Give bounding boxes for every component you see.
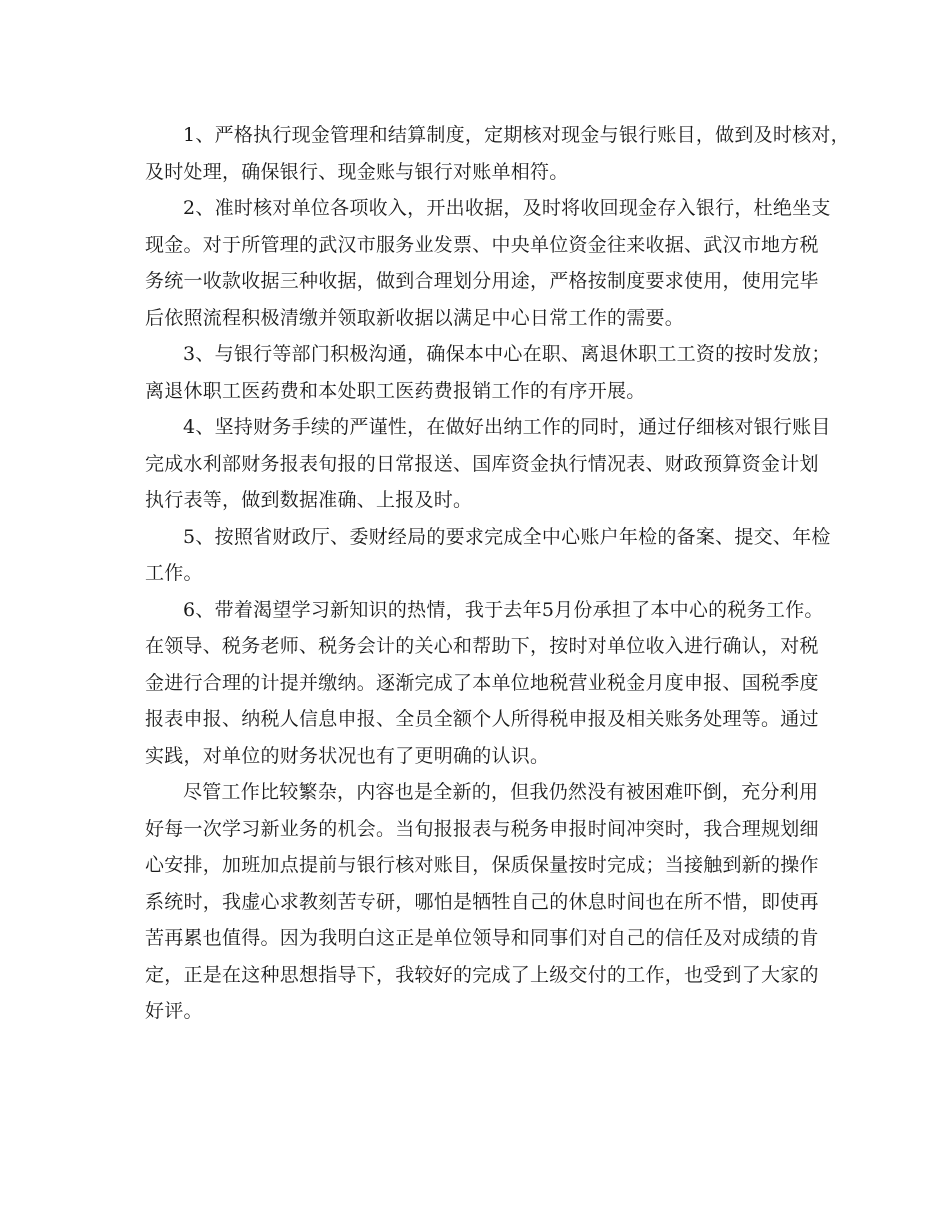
text-line: 实践，对单位的财务状况也有了更明确的认识。 — [145, 744, 550, 767]
text-line: 好评。 — [145, 1000, 203, 1022]
text-line: 尽管工作比较繁杂，内容也是全新的，但我仍然没有被困难吓倒，充分利用 — [183, 781, 819, 803]
text-line: 后依照流程积极清缴并领取新收据以满足中心日常工作的需要。 — [145, 306, 685, 329]
paragraph — [145, 519, 831, 592]
text-line: 2、准时核对单位各项收入，开出收据，及时将收回现金存入银行，杜绝坐支 — [183, 197, 831, 219]
document-body — [145, 117, 850, 1030]
text-line: 完成水利部财务报表旬报的日常报送、国库资金执行情况表、财政预算资金计划 — [145, 452, 819, 475]
text-line: 3、与银行等部门积极沟通，确保本中心在职、离退休职工工资的按时发放； — [183, 343, 831, 365]
paragraph — [145, 190, 831, 336]
text-line: 执行表等，做到数据准确、上报及时。 — [145, 489, 473, 511]
text-line: 报表申报、纳税人信息申报、全员全额个人所得税申报及相关账务处理等。通过 — [145, 708, 819, 730]
paragraph — [145, 336, 831, 409]
text-line: 及时处理，确保银行、现金账与银行对账单相符。 — [145, 160, 569, 183]
text-line: 心安排，加班加点提前与银行核对账目，保质保量按时完成；当接触到新的操作 — [145, 854, 819, 876]
text-line: 现金。对于所管理的武汉市服务业发票、中央单位资金往来收据、武汉市地方税 — [145, 233, 819, 256]
text-line: 系统时，我虚心求教刻苦专研，哪怕是牺牲自己的休息时间也在所不惜，即使再 — [145, 890, 819, 913]
text-line: 4、坚持财务手续的严谨性，在做好出纳工作的同时，通过仔细核对银行账目 — [183, 416, 831, 438]
text-line: 5、按照省财政厅、委财经局的要求完成全中心账户年检的备案、提交、年检 — [183, 525, 831, 548]
text-line: 离退休职工医药费和本处职工医药费报销工作的有序开展。 — [145, 379, 646, 402]
text-line: 在领导、税务老师、税务会计的关心和帮助下，按时对单位收入进行确认，对税 — [145, 635, 819, 657]
text-line: 1、严格执行现金管理和结算制度，定期核对现金与银行账目，做到及时核对， — [183, 124, 850, 146]
text-line: 工作。 — [145, 562, 203, 584]
paragraph — [145, 409, 831, 519]
paragraph — [145, 117, 850, 190]
text-line: 定，正是在这种思想指导下，我较好的完成了上级交付的工作，也受到了大家的 — [145, 963, 819, 986]
text-line: 苦再累也值得。因为我明白这正是单位领导和同事们对自己的信任及对成绩的肯 — [145, 927, 819, 949]
paragraph — [145, 774, 825, 1030]
text-line: 务统一收款收据三种收据，做到合理划分用途，严格按制度要求使用，使用完毕 — [145, 270, 819, 292]
text-line: 6、带着渴望学习新知识的热情，我于去年5月份承担了本中心的税务工作。 — [183, 598, 824, 621]
text-line: 好每一次学习新业务的机会。当旬报报表与税务申报时间冲突时，我合理规划细 — [145, 817, 819, 840]
paragraph — [145, 592, 825, 775]
text-line: 金进行合理的计提并缴纳。逐渐完成了本单位地税营业税金月度申报、国税季度 — [145, 671, 819, 694]
